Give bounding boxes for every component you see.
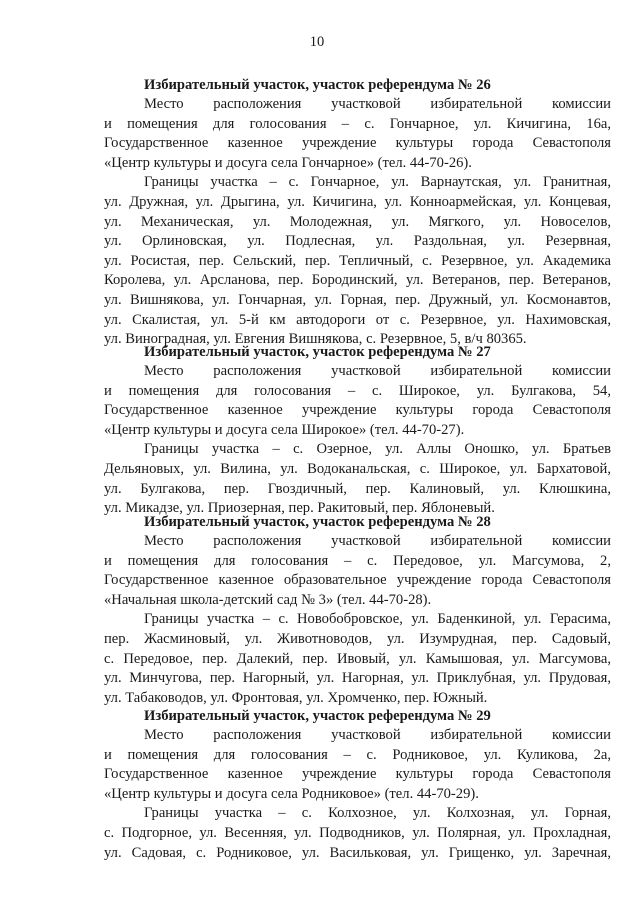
text-line: с. Подгорное, ул. Весенняя, ул. Подводников, ул. Полярная, ул. Прохладная, xyxy=(104,824,611,841)
text-line: ул. Булгакова, пер. Гвоздичный, пер. Калиновый, ул. Клюшкина, xyxy=(104,480,611,497)
polling-station-28 xyxy=(104,513,611,708)
polling-station-27 xyxy=(104,343,611,519)
text-line: ул. Табаководов, ул. Фронтовая, ул. Хромченко, пер. Южный. xyxy=(104,689,488,706)
text-line: Место расположения участковой избирательной комиссии xyxy=(144,533,611,549)
text-line: ул. Механическая, ул. Молодежная, ул. Мягкого, ул. Новоселов, xyxy=(104,213,611,230)
text-line: ул. Виноградная, ул. Евгения Вишнякова, с. Резервное, 5, в/ч 80365. xyxy=(104,331,527,348)
text-line: ул. Вишнякова, ул. Гончарная, ул. Горная, пер. Дружный, ул. Космонавтов, xyxy=(104,291,611,308)
text-line: ул. Микадзе, ул. Приозерная, пер. Ракитовый, пер. Яблоневый. xyxy=(104,500,495,517)
polling-station-26 xyxy=(104,76,611,350)
text-line: Границы участка – с. Колхозное, ул. Колхозная, ул. Горная, xyxy=(144,805,611,822)
text-line: «Начальная школа-детский сад № 3» (тел. 44-70-28). xyxy=(104,591,432,608)
section-title: Избирательный участок, участок референдума № 27 xyxy=(144,344,491,360)
text-line: Границы участка – с. Гончарное, ул. Варнаутская, ул. Гранитная, xyxy=(144,174,611,191)
text-line: Государственное казенное учреждение культуры города Севастополя xyxy=(104,766,611,783)
text-line: и помещения для голосования – с. Родниковое, ул. Куликова, 2а, xyxy=(104,746,611,763)
text-line: пер. Жасминовый, ул. Животноводов, ул. Изумрудная, пер. Садовый, xyxy=(104,630,611,647)
section-body xyxy=(104,726,611,863)
section-title: Избирательный участок, участок референдума № 29 xyxy=(144,708,491,724)
text-line: ул. Росистая, пер. Сельский, пер. Тепличный, с. Резервное, ул. Академика xyxy=(104,252,611,269)
text-line: с. Передовое, пер. Далекий, пер. Ивовый, ул. Камышовая, ул. Магсумова, xyxy=(104,650,611,667)
page-number: 10 xyxy=(309,34,325,50)
text-line: и помещения для голосования – с. Гончарное, ул. Кичигина, 16а, xyxy=(104,115,611,132)
text-line: «Центр культуры и досуга села Широкое» (тел. 44-70-27). xyxy=(104,421,465,438)
text-line: ул. Скалистая, ул. 5-й км автодороги от с. Резервное, ул. Нахимовская, xyxy=(104,311,611,328)
text-line: Королева, ул. Арсланова, пер. Бородинский, ул. Ветеранов, пер. Ветеранов, xyxy=(104,272,611,289)
section-body xyxy=(104,532,611,708)
text-line: Границы участка – с. Озерное, ул. Аллы Оношко, ул. Братьев xyxy=(144,441,611,458)
section-title: Избирательный участок, участок референдума № 26 xyxy=(144,77,491,93)
text-line: Место расположения участковой избирательной комиссии xyxy=(144,96,611,112)
section-body xyxy=(104,362,611,519)
text-line: Место расположения участковой избирательной комиссии xyxy=(144,727,611,743)
text-line: «Центр культуры и досуга села Родниковое» (тел. 44-70-29). xyxy=(104,785,479,802)
text-line: ул. Дружная, ул. Дрыгина, ул. Кичигина, ул. Конноармейская, ул. Концевая, xyxy=(104,193,611,210)
text-line: «Центр культуры и досуга села Гончарное» (тел. 44-70-26). xyxy=(104,154,472,171)
polling-station-29 xyxy=(104,707,611,863)
text-line: Государственное казенное учреждение культуры города Севастополя xyxy=(104,135,611,152)
text-line: Место расположения участковой избирательной комиссии xyxy=(144,363,611,379)
text-line: Государственное казенное учреждение культуры города Севастополя xyxy=(104,402,611,419)
text-line: Государственное казенное образовательное учреждение города Севастополя xyxy=(104,572,611,589)
text-line: и помещения для голосования – с. Широкое, ул. Булгакова, 54, xyxy=(104,382,611,399)
section-body xyxy=(104,95,611,350)
text-line: Границы участка – с. Новобобровское, ул. Баденкиной, ул. Герасима, xyxy=(144,611,611,628)
text-line: ул. Орлиновская, ул. Подлесная, ул. Раздольная, ул. Резервная, xyxy=(104,233,611,250)
text-line: ул. Садовая, с. Родниковое, ул. Васильковая, ул. Грищенко, ул. Заречная, xyxy=(104,844,611,861)
text-line: ул. Минчугова, пер. Нагорный, ул. Нагорная, ул. Приклубная, ул. Прудовая, xyxy=(104,670,611,687)
text-line: Дельяновых, ул. Вилина, ул. Водоканальская, с. Широкое, ул. Бархатовой, xyxy=(104,460,611,477)
section-title: Избирательный участок, участок референдума № 28 xyxy=(144,514,491,530)
text-line: и помещения для голосования – с. Передовое, ул. Магсумова, 2, xyxy=(104,552,611,569)
